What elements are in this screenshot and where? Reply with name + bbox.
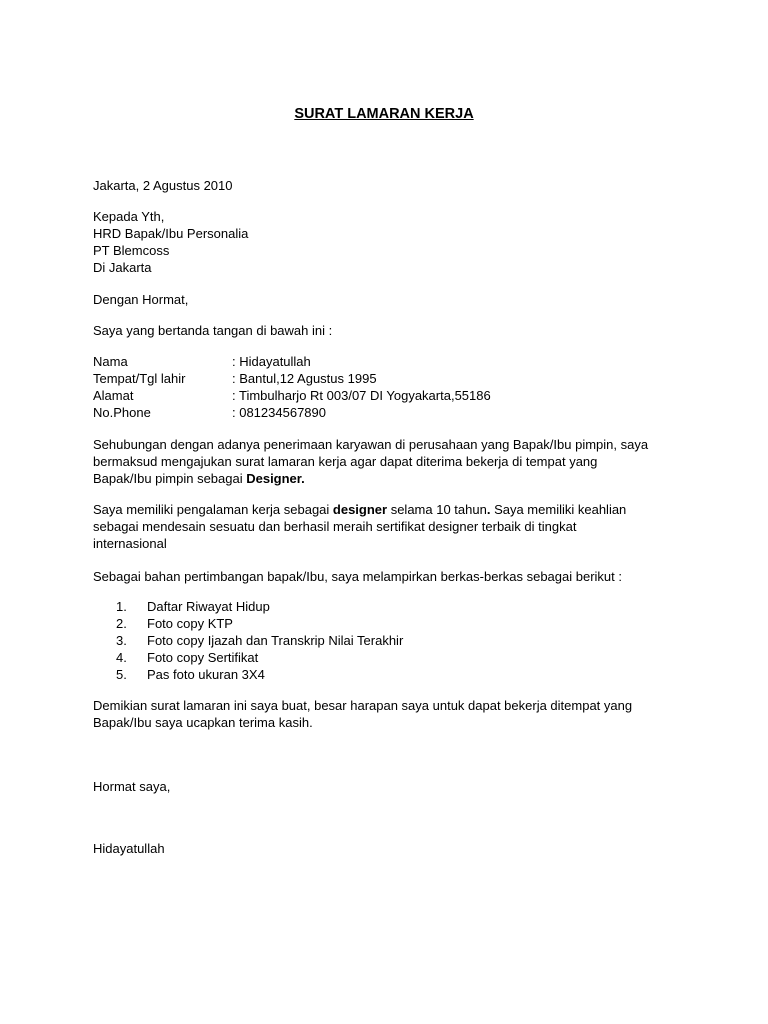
letter-date: Jakarta, 2 Agustus 2010 (93, 178, 233, 193)
paragraph-line: Sehubungan dengan adanya penerimaan karyawan di perusahaan yang Bapak/Ibu pimpin, saya (93, 437, 649, 452)
paragraph-line (93, 470, 668, 487)
recipient-line: PT Blemcoss (93, 243, 170, 258)
identity-label: Nama (93, 354, 128, 369)
identity-value: : Bantul,12 Agustus 1995 (232, 371, 377, 386)
recipient-line: Di Jakarta (93, 260, 152, 275)
paragraph-line: Demikian surat lamaran ini saya buat, besar harapan saya untuk dapat bekerja ditempat yang (93, 698, 633, 713)
list-item (116, 632, 691, 649)
list-number: 1. (116, 599, 127, 614)
list-number: 4. (116, 650, 127, 665)
paragraph-attachments-intro: Sebagai bahan pertimbangan bapak/Ibu, saya melampirkan berkas-berkas sebagai berikut : (93, 569, 622, 584)
paragraph-line: bermaksud mengajukan surat lamaran kerja agar dapat diterima bekerja di tempat yang (93, 454, 598, 469)
paragraph-line: sebagai mendesain sesuatu dan berhasil meraih sertifikat designer terbaik di tingkat (93, 519, 577, 534)
paragraph-text: Saya memiliki keahlian (490, 502, 627, 517)
list-item (116, 598, 691, 615)
period-emphasis: . (486, 502, 491, 517)
intro-sentence: Saya yang bertanda tangan di bawah ini : (93, 323, 333, 338)
paragraph-closing (93, 697, 668, 731)
identity-label: Tempat/Tgl lahir (93, 371, 186, 386)
identity-row (93, 353, 668, 370)
recipient-line: HRD Bapak/Ibu Personalia (93, 226, 249, 241)
complimentary-close: Hormat saya, (93, 779, 171, 794)
list-item (116, 649, 691, 666)
paragraph-line (93, 501, 668, 518)
list-text: Foto copy KTP (147, 616, 233, 631)
paragraph-text: Bapak/Ibu pimpin sebagai (93, 471, 247, 486)
paragraph-text: Saya memiliki pengalaman kerja sebagai (93, 502, 333, 517)
identity-row (93, 370, 668, 387)
identity-value: : Timbulharjo Rt 003/07 DI Yogyakarta,55186 (232, 388, 491, 403)
list-item (116, 615, 691, 632)
paragraph-purpose (93, 436, 668, 487)
list-text: Pas foto ukuran 3X4 (147, 667, 265, 682)
list-text: Foto copy Sertifikat (147, 650, 259, 665)
identity-table (93, 353, 668, 421)
recipient-block (93, 208, 668, 276)
paragraph-experience (93, 501, 668, 552)
letter-title: SURAT LAMARAN KERJA (294, 106, 474, 122)
identity-label: No.Phone (93, 405, 151, 420)
identity-label: Alamat (93, 388, 134, 403)
identity-row (93, 404, 668, 421)
list-number: 5. (116, 667, 127, 682)
position-emphasis: Designer. (246, 471, 305, 486)
list-number: 3. (116, 633, 127, 648)
list-number: 2. (116, 616, 127, 631)
role-emphasis: designer (332, 502, 388, 517)
identity-value: : Hidayatullah (232, 354, 311, 369)
signer-name: Hidayatullah (93, 841, 165, 856)
paragraph-line: Bapak/Ibu saya ucapkan terima kasih. (93, 715, 313, 730)
recipient-line: Kepada Yth, (93, 209, 165, 224)
list-text: Foto copy Ijazah dan Transkrip Nilai Terakhir (147, 633, 404, 648)
identity-value: : 081234567890 (232, 405, 326, 420)
salutation: Dengan Hormat, (93, 292, 189, 307)
paragraph-line: internasional (93, 536, 167, 551)
attachment-list (116, 598, 691, 683)
list-text: Daftar Riwayat Hidup (147, 599, 270, 614)
identity-row (93, 387, 668, 404)
list-item (116, 666, 691, 683)
paragraph-text: selama 10 tahun (387, 502, 487, 517)
